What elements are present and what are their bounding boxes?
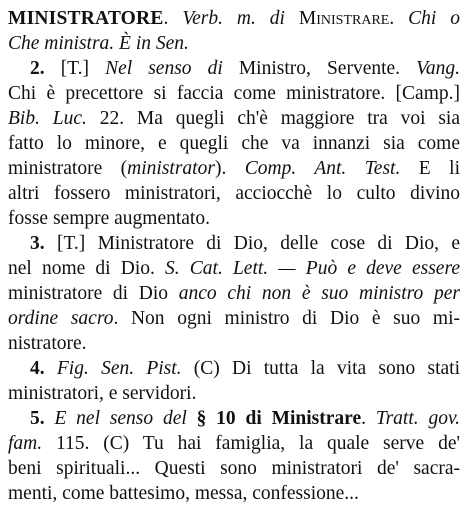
text-segment: E nel senso del [54, 408, 187, 429]
text-segment: Nel senso di [105, 58, 239, 79]
entry-line [8, 406, 460, 431]
text-segment: 4. [30, 358, 57, 379]
text-segment: Vang. [416, 58, 460, 79]
text-segment: [T.] Ministratore di Dio, delle cose di Dio, e [56, 233, 460, 254]
entry-line [8, 31, 460, 56]
entry-line [8, 6, 460, 31]
text-segment: Ministrare [271, 408, 362, 429]
text-segment: 3. [30, 233, 57, 254]
entry-line [8, 156, 460, 181]
entry-line [8, 381, 460, 406]
text-segment: menti, come battesimo, messa, confessione... [8, 483, 359, 504]
text-segment: Comp. Ant. Test. [244, 158, 401, 179]
text-segment: MINISTRATORE [8, 8, 164, 29]
text-segment: E li [400, 158, 460, 179]
text-segment: altri fossero ministratori, acciocchè lo culto divino [8, 183, 460, 204]
entry-line [8, 106, 460, 131]
entry-line [8, 481, 460, 506]
text-segment: 2. [30, 58, 61, 79]
entry-line [8, 206, 460, 231]
text-segment: fatto lo minore, e quegli che va innanzi sia come [8, 133, 460, 154]
text-segment: fam. [8, 433, 43, 454]
text-segment: anco chi non è suo ministro per [178, 283, 460, 304]
text-segment: fosse sempre augmentato. [8, 208, 210, 229]
text-segment: . [361, 408, 376, 429]
text-segment: ordine sacro [8, 308, 114, 329]
entry-line [8, 431, 460, 456]
text-segment: ministratore ( [8, 158, 128, 179]
entry-line [8, 306, 460, 331]
text-segment: ). [214, 158, 245, 179]
entry-line [8, 331, 460, 356]
text-segment: [T.] [60, 58, 106, 79]
text-segment: nistratore. [8, 333, 87, 354]
text-segment: Verb. m. di [182, 8, 299, 29]
text-segment: Fig. Sen. Pist. [56, 358, 182, 379]
text-segment: (C) Di tutta la vita sono stati [181, 358, 460, 379]
text-segment: Che ministra. È in Sen. [8, 33, 189, 54]
text-segment: Bib. Luc. [8, 108, 100, 129]
entry-line [8, 81, 460, 106]
text-segment: . [163, 8, 183, 29]
text-segment: Chi è precettore si faccia come ministratore. [Camp.] [8, 83, 460, 104]
text-segment: ministratore di Dio [8, 283, 179, 304]
text-segment: Ministro, Servente. [238, 58, 417, 79]
text-segment: 5. [30, 408, 55, 429]
entry-line [8, 181, 460, 206]
entry-line [8, 281, 460, 306]
text-segment: beni spirituali... Questi sono ministratori de' sacra- [8, 458, 460, 479]
text-segment: . Non ogni ministro di Dio è suo mi- [113, 308, 460, 329]
text-segment: nel nome di Dio. [8, 258, 165, 279]
entry-line [8, 456, 460, 481]
text-segment: Chi o [408, 8, 460, 29]
text-segment: 115. (C) Tu hai famiglia, la quale serve de' [42, 433, 460, 454]
text-segment: Tratt. gov. [375, 408, 460, 429]
entry-line [8, 131, 460, 156]
text-segment: § 10 di [186, 408, 272, 429]
text-segment: 22. Ma quegli ch'è maggiore tra voi sia [99, 108, 460, 129]
text-segment: ministrator [127, 158, 215, 179]
text-segment: Ministrare [298, 8, 390, 29]
text-segment: . [389, 8, 409, 29]
entry-line [8, 56, 460, 81]
text-segment: ministratori, e servidori. [8, 383, 197, 404]
text-segment: S. Cat. Lett. — Può e deve essere [165, 258, 460, 279]
entry-line [8, 231, 460, 256]
entry-line [8, 356, 460, 381]
entry-line [8, 256, 460, 281]
